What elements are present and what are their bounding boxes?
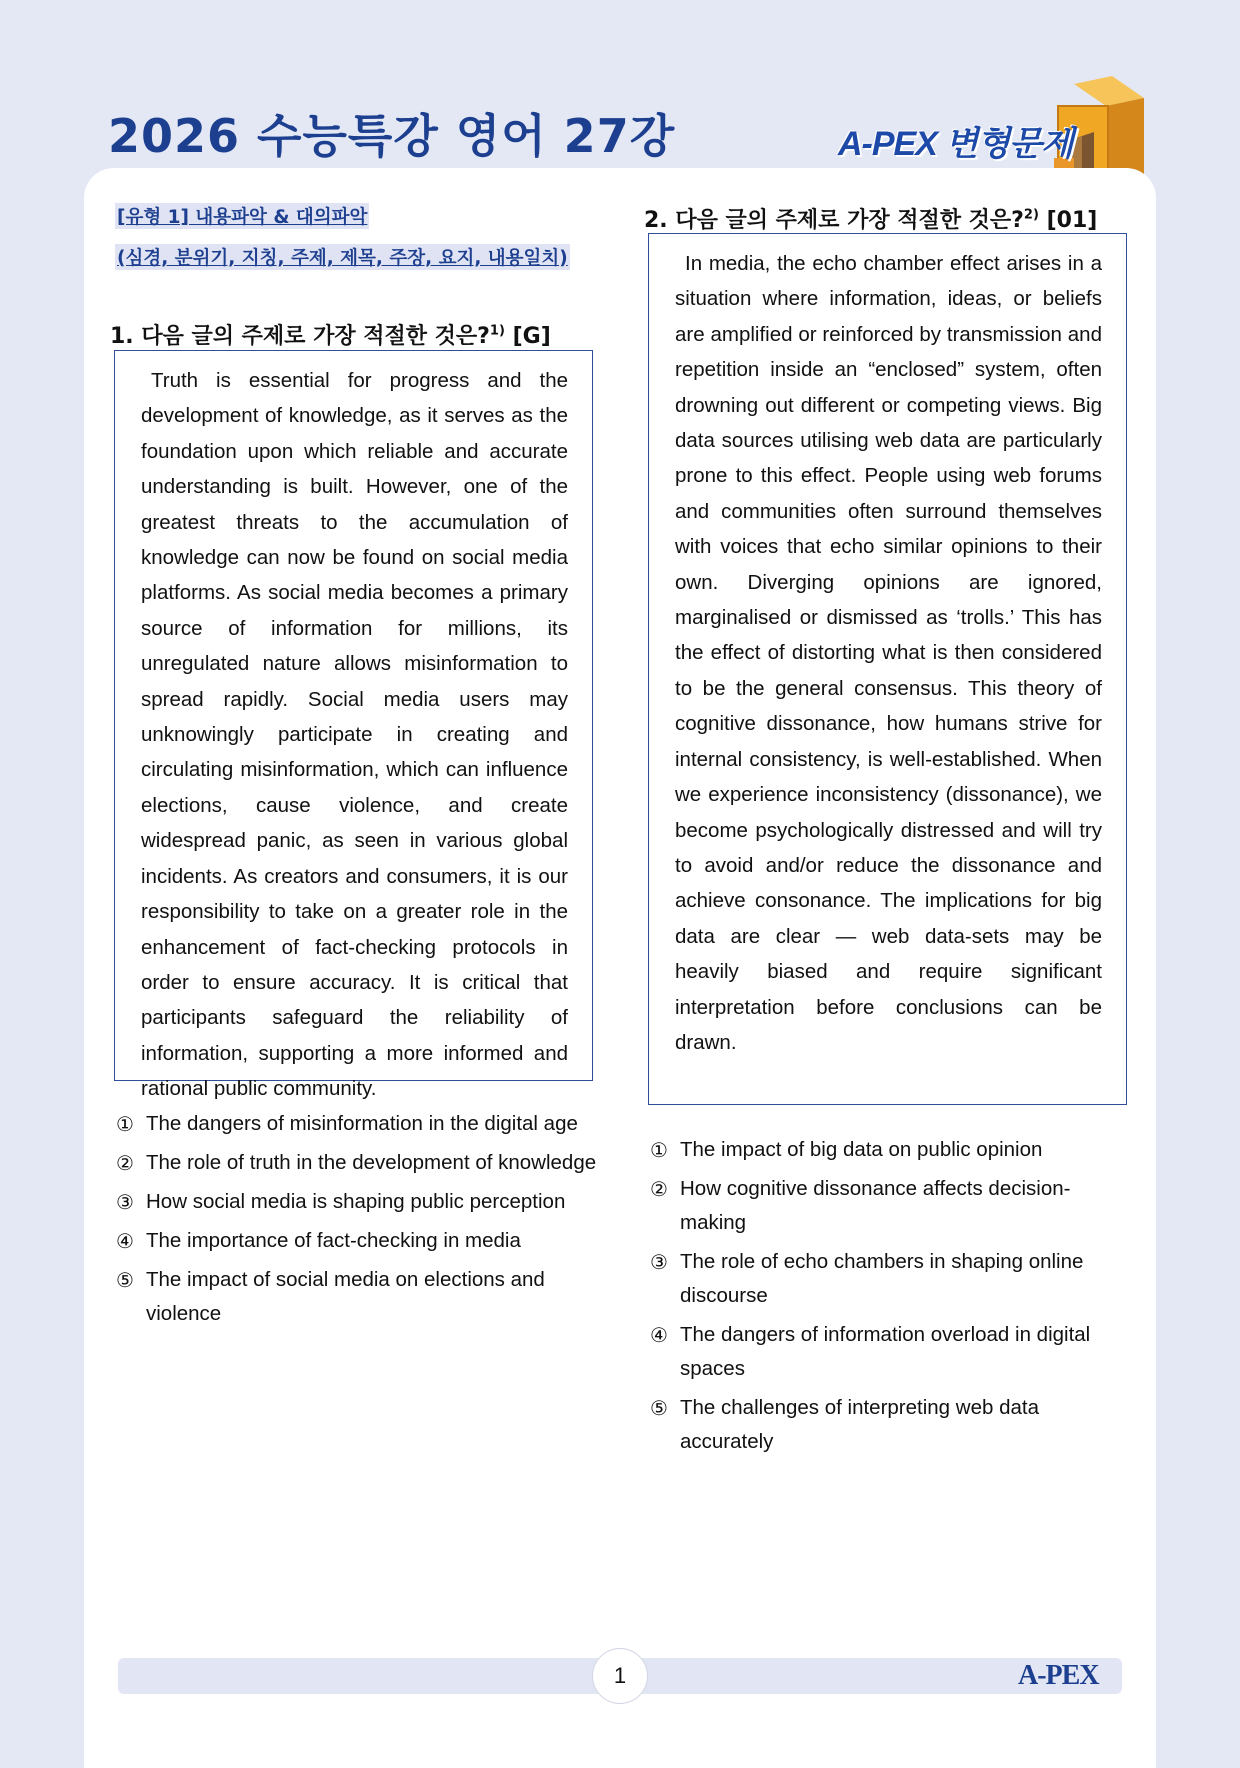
question-2-tag: [01] xyxy=(1046,208,1098,233)
question-2-option-2[interactable] xyxy=(650,1172,1134,1240)
option-text: The role of truth in the development of knowledge xyxy=(146,1151,597,1174)
option-text: The importance of fact-checking in media xyxy=(146,1229,521,1252)
option-text: How cognitive dissonance affects decision-making xyxy=(680,1177,1071,1234)
question-1-prompt: 1. 다음 글의 주제로 가장 적절한 것은? xyxy=(110,324,490,349)
question-1-option-4[interactable] xyxy=(116,1224,602,1258)
question-2-option-5[interactable] xyxy=(650,1391,1134,1459)
question-1-option-3[interactable] xyxy=(116,1185,602,1219)
question-2-footnote: 2) xyxy=(1023,207,1039,223)
question-2-passage: In media, the echo chamber effect arises in a situation where information, ideas, or beliefs are amplified or reinforced by transmission and repetition inside an “enclosed” system, often drowning out different or competing views. Big data sources utilising web data are particularly prone to this effect. People using web forums and communities often surround themselves with voices that echo similar opinions to their own. Diverging opinions are ignored, marginalised or dismissed as ‘trolls.’ This has the effect of distorting what is then considered to be the general consensus. This theory of cognitive dissonance, how humans strive for internal consistency, is well-established. When we experience inconsistency (dissonance), we become psychologically distressed and will try to avoid and/or reduce the dissonance and achieve consonance. The implications for big data are clear — web data-sets may be heavily biased and require significant interpretation before conclusions can be drawn. xyxy=(675,252,1102,1054)
question-1-title xyxy=(110,319,551,350)
brand-label: A-PEX 변형문제 xyxy=(838,125,1073,163)
question-1-footnote: 1) xyxy=(489,323,505,339)
question-2-title xyxy=(644,203,1097,234)
footer-logo: A-PEX xyxy=(1018,1660,1099,1691)
option-text: The challenges of interpreting web data accurately xyxy=(680,1396,1039,1453)
question-1-tag: [G] xyxy=(512,324,551,349)
question-1-passage-box xyxy=(114,350,593,1101)
question-1-option-1[interactable] xyxy=(116,1107,602,1141)
question-1-option-5[interactable] xyxy=(116,1263,602,1331)
question-2-passage-box xyxy=(648,233,1127,1105)
option-text: The impact of big data on public opinion xyxy=(680,1138,1043,1161)
option-number: ① xyxy=(116,1112,134,1136)
option-number: ⑤ xyxy=(116,1268,134,1292)
option-number: ② xyxy=(116,1151,134,1175)
page-number: 1 xyxy=(592,1648,648,1704)
question-type-subtypes: (심경, 분위기, 지칭, 주제, 제목, 주장, 요지, 내용일치) xyxy=(115,244,570,270)
question-2-option-4[interactable] xyxy=(650,1318,1134,1386)
option-text: The dangers of misinformation in the digital age xyxy=(146,1112,578,1135)
question-2-option-3[interactable] xyxy=(650,1245,1134,1313)
option-text: How social media is shaping public perception xyxy=(146,1190,566,1213)
option-number: ① xyxy=(650,1138,668,1162)
question-1-option-2[interactable] xyxy=(116,1146,602,1180)
option-number: ③ xyxy=(116,1190,134,1214)
option-text: The impact of social media on elections and violence xyxy=(146,1268,545,1325)
option-number: ④ xyxy=(116,1229,134,1253)
question-2-options xyxy=(650,1133,1134,1464)
question-1-passage: Truth is essential for progress and the development of knowledge, as it serves as the foundation upon which reliable and accurate understanding is built. However, one of the greatest threats to the accumulation of knowledge can now be found on social media platforms. As social media becomes a primary source of information for millions, its unregulated nature allows misinformation to spread rapidly. Social media users may unknowingly participate in creating and circulating misinformation, which can influence elections, cause violence, and create widespread panic, as seen in various global incidents. As creators and consumers, it is our responsibility to take on a greater role in the enhancement of fact-checking protocols in order to ensure accuracy. It is critical that participants safeguard the reliability of information, supporting a more informed and rational public community. xyxy=(141,369,568,1101)
option-number: ⑤ xyxy=(650,1396,668,1420)
question-2-prompt: 2. 다음 글의 주제로 가장 적절한 것은? xyxy=(644,208,1024,233)
option-number: ② xyxy=(650,1177,668,1201)
option-text: The role of echo chambers in shaping online discourse xyxy=(680,1250,1084,1307)
question-2-option-1[interactable] xyxy=(650,1133,1134,1167)
question-type-label: [유형 1] 내용파악 & 대의파악 xyxy=(115,203,369,229)
page-header-title: 2026 수능특강 영어 27강 xyxy=(108,109,676,163)
question-1-options xyxy=(116,1107,602,1336)
option-number: ③ xyxy=(650,1250,668,1274)
option-text: The dangers of information overload in digital spaces xyxy=(680,1323,1091,1380)
option-number: ④ xyxy=(650,1323,668,1347)
